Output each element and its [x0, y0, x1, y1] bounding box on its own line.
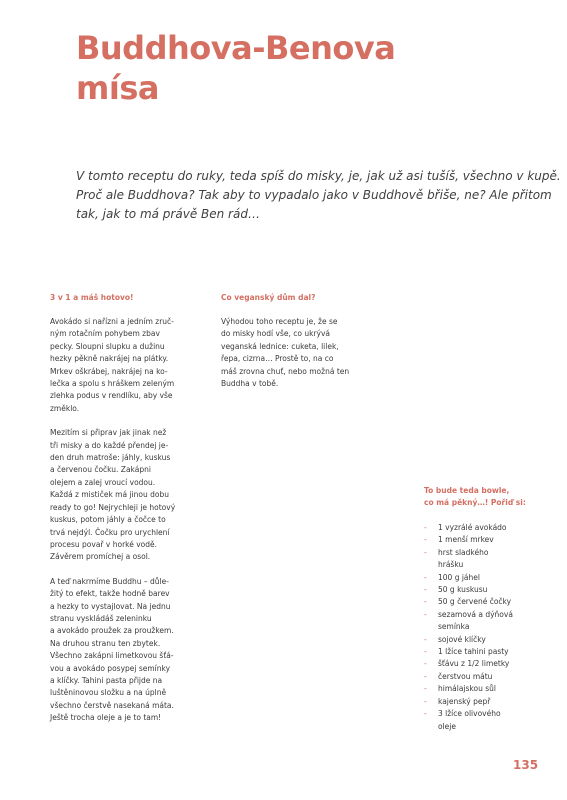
recipe-title — [76, 28, 395, 108]
bullet-icon: - — [424, 684, 427, 694]
ingredient-text: 100 g jáhel — [438, 572, 480, 582]
text-line: tři misky a do každé přendej je- — [50, 440, 169, 450]
text-line: Každá z mističek má jinou dobu — [50, 490, 169, 500]
ingredient-item — [424, 646, 544, 658]
text-line: Mrkev oškrábej, nakrájej na ko- — [50, 366, 168, 376]
ingredient-item — [424, 696, 544, 708]
intro-line: Proč ale Buddhova? Tak aby to vypadalo jako v Buddhově břiše, ne? Ale přitom — [76, 188, 552, 202]
intro-paragraph — [76, 167, 561, 224]
text-line: a klíčky. Tahini pasta přijde na — [50, 675, 163, 685]
text-line: a avokádo proužek za proužkem. — [50, 626, 174, 636]
method-column — [50, 292, 200, 725]
ingredient-item — [424, 522, 544, 534]
method-heading: 3 v 1 a máš hotovo! — [50, 293, 134, 302]
bullet-icon: - — [424, 659, 427, 669]
ingredient-item — [424, 658, 544, 670]
text-line: olejem a zalej vroucí vodou. — [50, 477, 156, 487]
text-line: hezky pěkně nakrájej na plátky. — [50, 354, 169, 364]
text-line: Výhodou toho receptu je, že se — [221, 317, 338, 326]
text-line: změklo. — [50, 403, 80, 413]
bullet-icon: - — [424, 634, 427, 644]
page-number: 135 — [513, 758, 539, 772]
text-line: řepa, cizrna… Prostě to, na co — [221, 354, 334, 364]
ingredients-heading-line-2: co má pěkný…! Pořiď si: — [424, 498, 526, 507]
ingredient-item — [424, 609, 544, 634]
ingredient-item — [424, 683, 544, 695]
ingredient-text: himálajskou sůl — [438, 684, 496, 694]
text-line: a červenou čočku. Zakápni — [50, 465, 151, 475]
text-line: ným rotačním pohybem zbav — [50, 329, 160, 339]
text-line: veganská lednice: cuketa, lilek, — [221, 341, 339, 351]
ingredient-text: 3 lžíce olivového — [438, 709, 501, 719]
ingredient-item — [424, 708, 544, 733]
bullet-icon: - — [424, 585, 427, 595]
text-line: Na druhou stranu ten zbytek. — [50, 638, 161, 648]
text-line: Všechno zakápni limetkovou šťá- — [50, 651, 174, 661]
method-paragraph-1 — [50, 316, 200, 415]
text-line: pecky. Sloupni slupku a dužinu — [50, 341, 165, 351]
text-line: luštěninovou složku a na úplně — [50, 688, 167, 698]
ingredient-item — [424, 671, 544, 683]
recipe-title-line-1: Buddhova-Benova — [76, 29, 396, 67]
ingredients-column — [424, 485, 544, 733]
method-paragraph-2 — [50, 427, 200, 563]
vegan-tip-paragraph — [221, 316, 371, 390]
text-line: Závěrem promíchej a osol. — [50, 552, 151, 562]
text-line: a hezky to vystajlovat. Na jednu — [50, 601, 171, 611]
text-line: den druh matroše: jáhly, kuskus — [50, 453, 171, 463]
ingredient-item — [424, 547, 544, 572]
recipe-title-line-2: mísa — [76, 69, 159, 107]
ingredient-item — [424, 596, 544, 608]
ingredient-item — [424, 534, 544, 546]
ingredient-text: hrášku — [438, 560, 464, 570]
intro-line: tak, jak to má právě Ben rád… — [76, 207, 260, 221]
bullet-icon: - — [424, 535, 427, 545]
text-line: ready to go! Nejrychleji je hotový — [50, 502, 176, 512]
bullet-icon: - — [424, 597, 427, 607]
intro-line: V tomto receptu do ruky, teda spíš do misky, je, jak už asi tušíš, všechno v kupě. — [76, 169, 561, 183]
text-line: žitý to efekt, takže hodně barev — [50, 589, 170, 599]
bullet-icon: - — [424, 696, 427, 706]
bullet-icon: - — [424, 709, 427, 719]
ingredient-item — [424, 572, 544, 584]
text-line: procesu povař v horké vodě. — [50, 539, 158, 549]
method-paragraph-3 — [50, 576, 200, 725]
vegan-tip-heading: Co veganský dům dal? — [221, 293, 316, 302]
text-line: máš zrovna chuť, nebo možná ten — [221, 366, 350, 376]
ingredient-text: 1 menší mrkev — [438, 535, 494, 545]
ingredient-text: semínka — [438, 622, 470, 632]
text-line: A teď nakrmíme Buddhu – důle- — [50, 576, 169, 586]
ingredient-item — [424, 584, 544, 596]
text-line: do misky hodí vše, co ukrývá — [221, 329, 330, 339]
text-line: všechno čerstvě nasekaná máta. — [50, 700, 174, 710]
ingredient-text: sezamová a dýňová — [438, 609, 513, 619]
ingredient-text: 50 g kuskusu — [438, 585, 488, 595]
ingredient-text: šťávu z 1/2 limetky — [438, 659, 510, 669]
ingredients-list — [424, 522, 544, 733]
text-line: Mezitím si připrav jak jinak než — [50, 428, 167, 438]
bullet-icon: - — [424, 647, 427, 657]
ingredient-text: sojové klíčky — [438, 634, 486, 644]
text-line: zlehka podus v rendlíku, aby vše — [50, 391, 173, 401]
text-line: stranu vyskládáš zeleninku — [50, 613, 152, 623]
ingredient-text: čerstvou mátu — [438, 671, 493, 681]
vegan-tip-column — [221, 292, 371, 390]
ingredient-item — [424, 634, 544, 646]
ingredient-text: 50 g červené čočky — [438, 597, 512, 607]
ingredient-text: hrst sladkého — [438, 547, 489, 557]
text-line: lečka a spolu s hráškem zeleným — [50, 379, 175, 389]
text-line: Buddha v tobě. — [221, 379, 279, 389]
bullet-icon: - — [424, 572, 427, 582]
text-line: kuskus, potom jáhly a čočce to — [50, 515, 166, 525]
bullet-icon: - — [424, 609, 427, 619]
text-line: trvá nejdýl. Čočku pro urychlení — [50, 527, 170, 537]
bullet-icon: - — [424, 671, 427, 681]
ingredient-text: 1 lžíce tahini pasty — [438, 647, 509, 657]
bullet-icon: - — [424, 523, 427, 532]
ingredient-text: kajenský pepř — [438, 696, 491, 706]
ingredients-heading-line-1: To bude teda bowle, — [424, 486, 510, 495]
text-line: vou a avokádo posypej semínky — [50, 663, 171, 673]
ingredient-text: oleje — [438, 721, 456, 731]
bullet-icon: - — [424, 547, 427, 557]
text-line: Ještě trocha oleje a je to tam! — [50, 713, 162, 723]
text-line: Avokádo si nařízni a jedním zruč- — [50, 317, 174, 326]
ingredient-text: 1 vyzrálé avokádo — [438, 523, 507, 532]
